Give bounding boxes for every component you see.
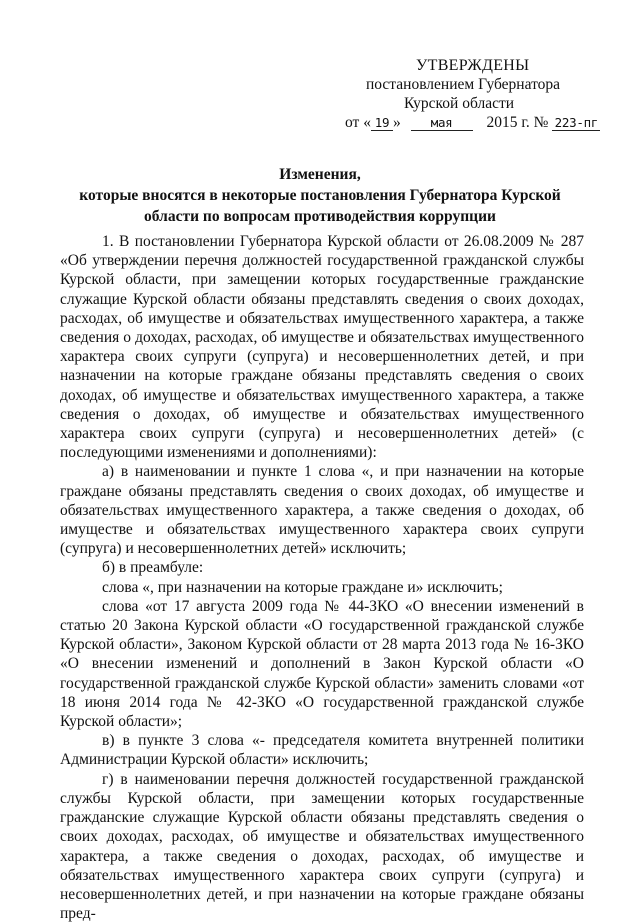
paragraph-g: г) в наименовании перечня должностей государственной гражданской службы Курской области, при замещении которых государственные гражданские служащие Курской области обязаны представлять сведения о своих доходах, расходах, об имуществе и обязательствах имущественного характера, а также сведения о доходах, расходах, об имуществе и обязательствах имущественного характера своих супруги (супруга) и несовершеннолетних детей, и при назначении на которые граждане обязаны пред-	[60, 770, 584, 923]
date-month: мая	[411, 115, 473, 131]
paragraph-a: а) в наименовании и пункте 1 слова «, и при назначении на которые граждане обязаны представлять сведения о своих доходах, об имуществе и обязательствах имущественного характера, а также сведения о доходах, об имуществе и обязательствах имущественного характера своих супруги (супруга) и несовершеннолетних детей» исключить;	[60, 463, 584, 558]
approval-date-line	[345, 112, 600, 133]
paragraph-b-item-1: слова «, при назначении на которые граждане и» исключить;	[102, 578, 503, 596]
document-title	[60, 164, 580, 227]
title-line-3: области по вопросам противодействия коррупции	[144, 208, 496, 225]
date-separator: »	[392, 114, 401, 131]
decree-number: 223-пг	[552, 115, 600, 131]
date-year: 2015 г. №	[486, 114, 549, 131]
date-day: 19	[371, 115, 393, 131]
approval-region-line: Курской области	[404, 95, 515, 112]
title-line-2: которые вносятся в некоторые постановления Губернатора Курской	[79, 187, 561, 204]
approval-issuer-line: постановлением Губернатора	[366, 76, 561, 93]
document-body	[60, 232, 584, 923]
approval-title: УТВЕРЖДЕНЫ	[416, 57, 530, 74]
paragraph-1: 1. В постановлении Губернатора Курской области от 26.08.2009 № 287 «Об утверждении перечня должностей государственной гражданской службы Курской области, при замещении которых государственные гражданские служащие Курской области обязаны представлять сведения о своих доходах, расходах, об имуществе и обязательствах имущественного характера, а также сведения о доходах, расходах, об имуществе и обязательствах имущественного характера своих супруги (супруга) и несовершеннолетних детей, и при назначении на которые граждане обязаны представлять сведения о своих доходах, об имуществе и обязательствах имущественного характера, а также сведения о доходах, об имуществе и обязательствах имущественного характера своих супруги (супруга) и несовершеннолетних детей» (с последующими изменениями и дополнениями):	[60, 233, 584, 462]
paragraph-b: б) в преамбуле:	[102, 559, 204, 577]
date-prefix: от «	[345, 114, 371, 131]
paragraph-v: в) в пункте 3 слова «- председателя комитета внутренней политики Администрации Курской области» исключить;	[60, 732, 584, 769]
paragraph-b-item-2: слова «от 17 августа 2009 года № 44-ЗКО «О внесении изменений в статью 20 Закона Курской области «О государственной гражданской службе Курской области», Законом Курской области от 28 марта 2013 года № 16-ЗКО «О внесении изменений и дополнений в Закон Курской области «О государственной гражданской службе Курской области» заменить словами «от 18 июня 2014 года № 42-ЗКО «О государственной гражданской службе Курской области»;	[60, 597, 584, 731]
title-line-1: Изменения,	[279, 166, 361, 183]
